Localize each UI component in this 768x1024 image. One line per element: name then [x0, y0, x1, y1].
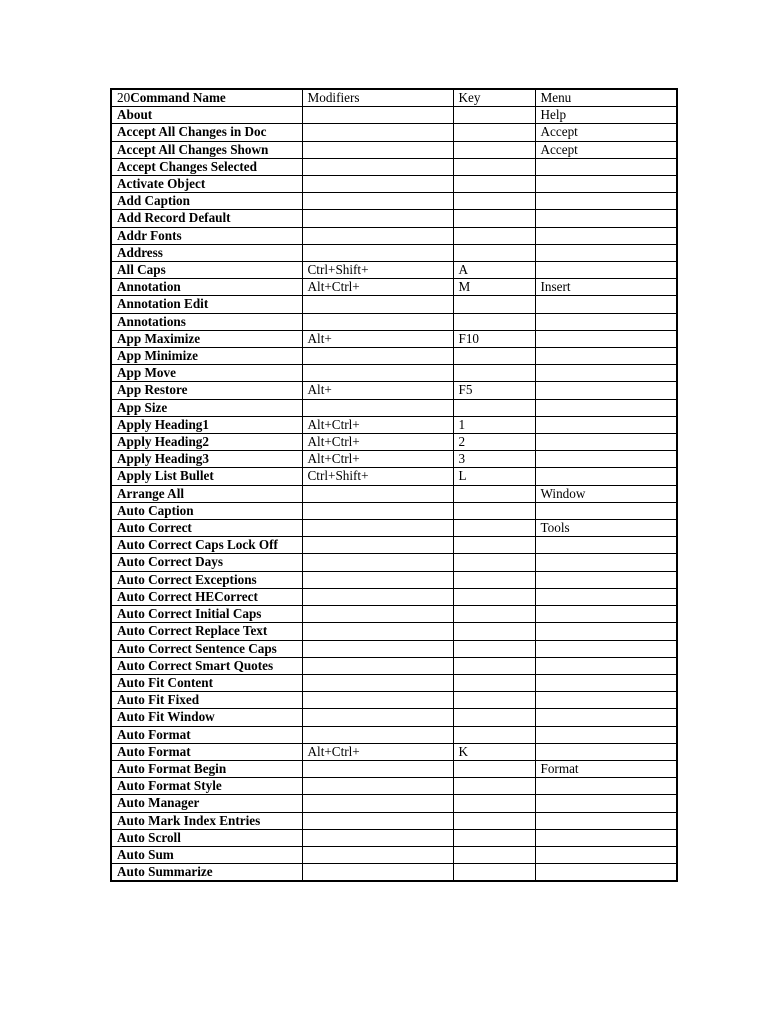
table-row — [111, 416, 677, 433]
command-name-cell: Auto Manager — [111, 795, 302, 812]
table-row — [111, 227, 677, 244]
command-name-cell: Apply Heading3 — [111, 451, 302, 468]
menu-cell — [535, 176, 677, 193]
menu-cell — [535, 812, 677, 829]
table-row — [111, 520, 677, 537]
command-name-cell: Auto Correct Initial Caps — [111, 606, 302, 623]
command-name-cell: Auto Format — [111, 743, 302, 760]
modifiers-cell: Alt+Ctrl+ — [302, 743, 453, 760]
table-row — [111, 176, 677, 193]
key-cell — [453, 296, 535, 313]
command-name-cell: Apply List Bullet — [111, 468, 302, 485]
menu-cell — [535, 193, 677, 210]
modifiers-cell — [302, 778, 453, 795]
modifiers-cell — [302, 176, 453, 193]
key-cell — [453, 520, 535, 537]
command-name-cell: Add Caption — [111, 193, 302, 210]
key-cell: F5 — [453, 382, 535, 399]
command-name-cell: Accept All Changes Shown — [111, 141, 302, 158]
key-cell — [453, 640, 535, 657]
menu-cell: Format — [535, 760, 677, 777]
menu-cell — [535, 709, 677, 726]
table-row — [111, 846, 677, 863]
key-cell — [453, 692, 535, 709]
modifiers-cell — [302, 829, 453, 846]
key-cell: F10 — [453, 330, 535, 347]
key-cell — [453, 726, 535, 743]
modifiers-cell — [302, 520, 453, 537]
table-row — [111, 399, 677, 416]
modifiers-cell — [302, 141, 453, 158]
modifiers-cell — [302, 588, 453, 605]
command-name-cell: Auto Correct Replace Text — [111, 623, 302, 640]
key-cell: 1 — [453, 416, 535, 433]
command-name-cell: Auto Fit Content — [111, 674, 302, 691]
header-name-label: Command Name — [130, 90, 226, 105]
modifiers-cell — [302, 692, 453, 709]
modifiers-cell — [302, 640, 453, 657]
modifiers-cell — [302, 485, 453, 502]
table-row — [111, 588, 677, 605]
command-name-cell: Auto Fit Window — [111, 709, 302, 726]
key-cell — [453, 657, 535, 674]
menu-cell — [535, 210, 677, 227]
modifiers-cell — [302, 674, 453, 691]
table-row — [111, 709, 677, 726]
menu-cell — [535, 674, 677, 691]
key-cell: K — [453, 743, 535, 760]
modifiers-cell — [302, 846, 453, 863]
key-cell — [453, 244, 535, 261]
header-key: Key — [453, 89, 535, 107]
key-cell — [453, 210, 535, 227]
menu-cell: Accept — [535, 124, 677, 141]
modifiers-cell: Alt+ — [302, 382, 453, 399]
key-cell — [453, 554, 535, 571]
table-row — [111, 674, 677, 691]
modifiers-cell — [302, 726, 453, 743]
modifiers-cell — [302, 537, 453, 554]
table-row — [111, 296, 677, 313]
menu-cell — [535, 571, 677, 588]
key-cell: L — [453, 468, 535, 485]
modifiers-cell — [302, 554, 453, 571]
command-name-cell: Auto Format — [111, 726, 302, 743]
command-name-cell: Auto Fit Fixed — [111, 692, 302, 709]
command-name-cell: Add Record Default — [111, 210, 302, 227]
menu-cell — [535, 588, 677, 605]
key-cell — [453, 795, 535, 812]
table-row — [111, 760, 677, 777]
key-cell — [453, 348, 535, 365]
menu-cell — [535, 365, 677, 382]
command-name-cell: Accept All Changes in Doc — [111, 124, 302, 141]
command-name-cell: Apply Heading2 — [111, 434, 302, 451]
menu-cell — [535, 227, 677, 244]
table-row — [111, 451, 677, 468]
table-row — [111, 571, 677, 588]
command-name-cell: Auto Correct HECorrect — [111, 588, 302, 605]
menu-cell — [535, 640, 677, 657]
table-row — [111, 640, 677, 657]
key-cell: 3 — [453, 451, 535, 468]
key-cell — [453, 107, 535, 124]
modifiers-cell — [302, 124, 453, 141]
table-row — [111, 158, 677, 175]
table-row — [111, 795, 677, 812]
modifiers-cell: Alt+ — [302, 330, 453, 347]
key-cell: 2 — [453, 434, 535, 451]
table-row — [111, 365, 677, 382]
header-modifiers: Modifiers — [302, 89, 453, 107]
modifiers-cell — [302, 502, 453, 519]
menu-cell — [535, 778, 677, 795]
key-cell: A — [453, 262, 535, 279]
modifiers-cell: Ctrl+Shift+ — [302, 262, 453, 279]
modifiers-cell — [302, 365, 453, 382]
table-row — [111, 279, 677, 296]
table-row — [111, 210, 677, 227]
modifiers-cell — [302, 709, 453, 726]
table-header — [111, 89, 677, 107]
modifiers-cell — [302, 244, 453, 261]
menu-cell — [535, 244, 677, 261]
menu-cell — [535, 657, 677, 674]
table-row — [111, 502, 677, 519]
key-cell — [453, 760, 535, 777]
menu-cell — [535, 537, 677, 554]
menu-cell — [535, 451, 677, 468]
table-row — [111, 468, 677, 485]
menu-cell: Help — [535, 107, 677, 124]
menu-cell — [535, 468, 677, 485]
command-name-cell: App Minimize — [111, 348, 302, 365]
key-cell — [453, 124, 535, 141]
key-cell — [453, 158, 535, 175]
table-row — [111, 434, 677, 451]
menu-cell — [535, 502, 677, 519]
key-cell — [453, 537, 535, 554]
command-name-cell: App Size — [111, 399, 302, 416]
modifiers-cell — [302, 760, 453, 777]
header-row — [111, 89, 677, 107]
command-name-cell: Auto Correct Smart Quotes — [111, 657, 302, 674]
menu-cell — [535, 743, 677, 760]
modifiers-cell — [302, 227, 453, 244]
key-cell — [453, 399, 535, 416]
key-cell — [453, 176, 535, 193]
command-name-cell: Auto Caption — [111, 502, 302, 519]
modifiers-cell: Alt+Ctrl+ — [302, 434, 453, 451]
menu-cell — [535, 846, 677, 863]
modifiers-cell — [302, 795, 453, 812]
command-name-cell: Auto Mark Index Entries — [111, 812, 302, 829]
modifiers-cell — [302, 193, 453, 210]
menu-cell — [535, 795, 677, 812]
menu-cell — [535, 864, 677, 882]
table-row — [111, 193, 677, 210]
command-name-cell: Auto Summarize — [111, 864, 302, 882]
command-name-cell: Auto Correct Days — [111, 554, 302, 571]
header-command-name — [111, 89, 302, 107]
modifiers-cell: Alt+Ctrl+ — [302, 279, 453, 296]
command-name-cell: Auto Scroll — [111, 829, 302, 846]
table-row — [111, 657, 677, 674]
key-cell — [453, 606, 535, 623]
menu-cell — [535, 692, 677, 709]
command-name-cell: Auto Correct Exceptions — [111, 571, 302, 588]
table-row — [111, 829, 677, 846]
key-cell — [453, 674, 535, 691]
header-menu: Menu — [535, 89, 677, 107]
table-row — [111, 313, 677, 330]
table-row — [111, 692, 677, 709]
command-name-cell: Auto Format Style — [111, 778, 302, 795]
modifiers-cell — [302, 571, 453, 588]
table-row — [111, 726, 677, 743]
key-cell — [453, 829, 535, 846]
menu-cell: Insert — [535, 279, 677, 296]
key-cell — [453, 485, 535, 502]
table-row — [111, 330, 677, 347]
menu-cell: Accept — [535, 141, 677, 158]
key-cell — [453, 812, 535, 829]
command-name-cell: Annotation Edit — [111, 296, 302, 313]
modifiers-cell: Alt+Ctrl+ — [302, 451, 453, 468]
key-cell: M — [453, 279, 535, 296]
key-cell — [453, 313, 535, 330]
modifiers-cell — [302, 657, 453, 674]
table-row — [111, 141, 677, 158]
menu-cell — [535, 434, 677, 451]
table-row — [111, 554, 677, 571]
key-cell — [453, 709, 535, 726]
menu-cell — [535, 606, 677, 623]
modifiers-cell — [302, 107, 453, 124]
menu-cell — [535, 262, 677, 279]
table-row — [111, 864, 677, 882]
menu-cell — [535, 330, 677, 347]
command-name-cell: App Move — [111, 365, 302, 382]
command-name-cell: Address — [111, 244, 302, 261]
menu-cell: Window — [535, 485, 677, 502]
menu-cell — [535, 296, 677, 313]
menu-cell — [535, 382, 677, 399]
menu-cell — [535, 158, 677, 175]
menu-cell — [535, 399, 677, 416]
command-name-cell: Auto Correct Sentence Caps — [111, 640, 302, 657]
table-row — [111, 262, 677, 279]
modifiers-cell — [302, 812, 453, 829]
modifiers-cell — [302, 606, 453, 623]
table-row — [111, 107, 677, 124]
table-row — [111, 743, 677, 760]
command-name-cell: Accept Changes Selected — [111, 158, 302, 175]
menu-cell: Tools — [535, 520, 677, 537]
key-cell — [453, 846, 535, 863]
command-name-cell: About — [111, 107, 302, 124]
menu-cell — [535, 554, 677, 571]
modifiers-cell: Alt+Ctrl+ — [302, 416, 453, 433]
table-body — [111, 107, 677, 882]
command-name-cell: Auto Format Begin — [111, 760, 302, 777]
modifiers-cell — [302, 210, 453, 227]
table-row — [111, 382, 677, 399]
modifiers-cell — [302, 623, 453, 640]
key-cell — [453, 502, 535, 519]
key-cell — [453, 227, 535, 244]
command-name-cell: Annotation — [111, 279, 302, 296]
key-cell — [453, 365, 535, 382]
command-name-cell: Auto Correct Caps Lock Off — [111, 537, 302, 554]
menu-cell — [535, 348, 677, 365]
table-row — [111, 537, 677, 554]
key-cell — [453, 778, 535, 795]
table-row — [111, 778, 677, 795]
table-row — [111, 124, 677, 141]
command-name-cell: Apply Heading1 — [111, 416, 302, 433]
key-cell — [453, 141, 535, 158]
key-cell — [453, 571, 535, 588]
key-cell — [453, 864, 535, 882]
table-row — [111, 623, 677, 640]
command-name-cell: Auto Correct — [111, 520, 302, 537]
command-name-cell: Addr Fonts — [111, 227, 302, 244]
table-row — [111, 812, 677, 829]
command-name-cell: App Restore — [111, 382, 302, 399]
command-name-cell: Auto Sum — [111, 846, 302, 863]
menu-cell — [535, 726, 677, 743]
modifiers-cell — [302, 313, 453, 330]
table-row — [111, 606, 677, 623]
key-cell — [453, 588, 535, 605]
command-name-cell: All Caps — [111, 262, 302, 279]
command-table — [110, 88, 678, 882]
key-cell — [453, 193, 535, 210]
menu-cell — [535, 313, 677, 330]
key-cell — [453, 623, 535, 640]
modifiers-cell: Ctrl+Shift+ — [302, 468, 453, 485]
modifiers-cell — [302, 158, 453, 175]
menu-cell — [535, 829, 677, 846]
command-name-cell: App Maximize — [111, 330, 302, 347]
table-row — [111, 348, 677, 365]
menu-cell — [535, 416, 677, 433]
command-name-cell: Activate Object — [111, 176, 302, 193]
header-prefix: 20 — [117, 90, 131, 105]
modifiers-cell — [302, 348, 453, 365]
table-row — [111, 244, 677, 261]
modifiers-cell — [302, 864, 453, 882]
command-name-cell: Annotations — [111, 313, 302, 330]
modifiers-cell — [302, 399, 453, 416]
table-row — [111, 485, 677, 502]
menu-cell — [535, 623, 677, 640]
command-name-cell: Arrange All — [111, 485, 302, 502]
modifiers-cell — [302, 296, 453, 313]
